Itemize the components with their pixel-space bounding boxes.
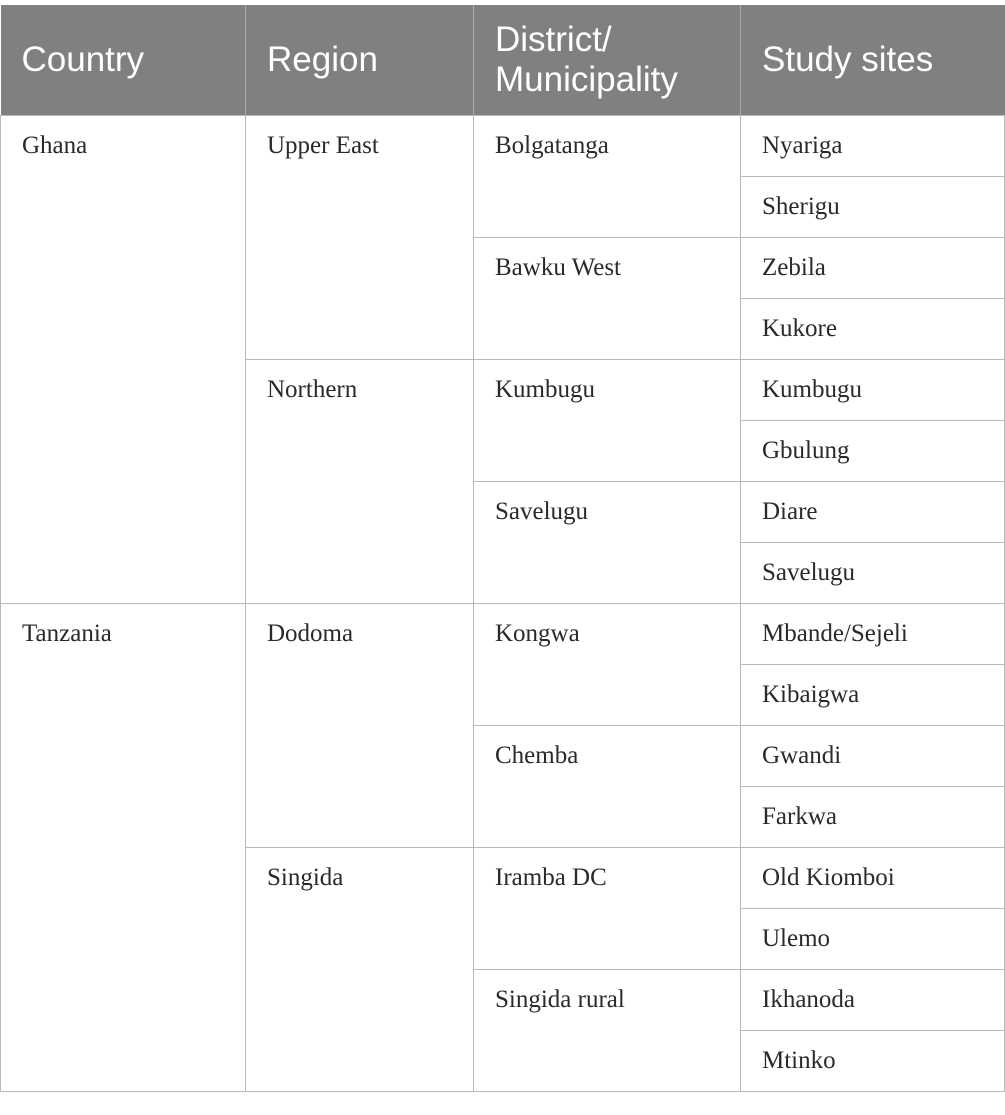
table-body [1,116,1005,1092]
cell-region: Upper East [246,116,474,360]
cell-study-site: Kibaigwa [741,665,1005,726]
cell-district: Singida rural [474,970,741,1092]
header-district: District/ Municipality [474,5,741,116]
cell-study-site: Sherigu [741,177,1005,238]
cell-study-site: Mtinko [741,1031,1005,1092]
header-country: Country [1,5,246,116]
cell-study-site: Mbande/Sejeli [741,604,1005,665]
cell-study-site: Old Kiomboi [741,848,1005,909]
cell-region: Singida [246,848,474,1092]
cell-study-site: Ulemo [741,909,1005,970]
cell-district: Bolgatanga [474,116,741,238]
study-sites-table [0,5,1005,1092]
table-row [1,116,1005,177]
header-region: Region [246,5,474,116]
cell-district: Savelugu [474,482,741,604]
cell-district: Chemba [474,726,741,848]
cell-study-site: Ikhanoda [741,970,1005,1031]
header-row [1,5,1005,116]
cell-country: Ghana [1,116,246,604]
cell-study-site: Kukore [741,299,1005,360]
table-row [1,604,1005,665]
cell-study-site: Gwandi [741,726,1005,787]
cell-district: Kumbugu [474,360,741,482]
cell-study-site: Diare [741,482,1005,543]
cell-study-site: Nyariga [741,116,1005,177]
cell-district: Kongwa [474,604,741,726]
cell-district: Bawku West [474,238,741,360]
cell-region: Northern [246,360,474,604]
cell-district: Iramba DC [474,848,741,970]
header-study-sites: Study sites [741,5,1005,116]
cell-study-site: Savelugu [741,543,1005,604]
cell-region: Dodoma [246,604,474,848]
cell-study-site: Zebila [741,238,1005,299]
cell-study-site: Kumbugu [741,360,1005,421]
cell-study-site: Gbulung [741,421,1005,482]
cell-study-site: Farkwa [741,787,1005,848]
cell-country: Tanzania [1,604,246,1092]
